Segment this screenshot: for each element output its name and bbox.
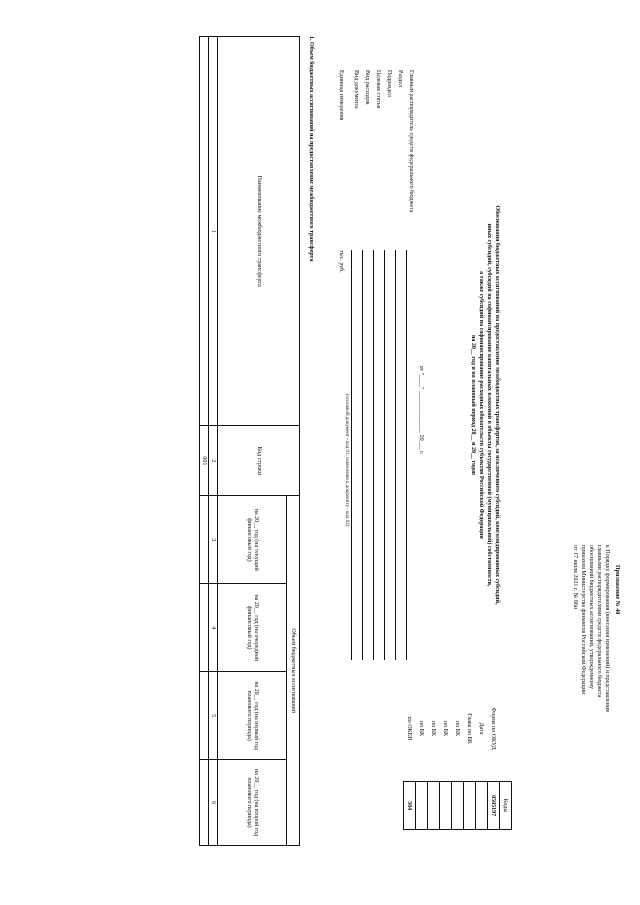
appendix-title: Приложение № 40 xyxy=(614,565,620,615)
cell-plan-year-2[interactable] xyxy=(200,760,209,846)
col-num-5: 5 xyxy=(209,672,218,760)
section-title: 1. Объем бюджетных ассигнований на предоставление межбюджетного трансферта xyxy=(308,36,314,262)
col-num-6: 6 xyxy=(209,760,218,846)
bk-value-5 xyxy=(416,782,428,830)
okei-value: 384 xyxy=(404,782,416,830)
header-row-code: Код строки xyxy=(218,426,300,496)
appendix-line-5: от 17 июля 2021 г. № 86н xyxy=(572,545,578,610)
main-table xyxy=(199,36,300,846)
label-section: Раздел xyxy=(397,70,403,87)
doc-type-caption: (основной документ - код 01; изменения к документу - код 02) xyxy=(344,393,349,527)
header-plan-year-2: на 20__ год (на второй год планового периода) xyxy=(218,760,287,846)
header-allocations: Объем бюджетных ассигнований xyxy=(287,496,300,846)
okei-label: по ОКЕИ xyxy=(406,716,413,741)
bk-value-1 xyxy=(464,782,476,830)
header-current-year: на 20__ год (на текущий финансовый год) xyxy=(218,496,287,584)
doc-title-line-1: Обоснования бюджетных ассигнований на предоставление межбюджетных трансфертов, за исключением субсидий, консолидированных субсидий, xyxy=(494,205,500,605)
date-label: Дата xyxy=(478,722,485,735)
table-row xyxy=(200,37,209,846)
col-num-4: 4 xyxy=(209,584,218,672)
label-doc-type: Вид документа xyxy=(353,70,359,109)
label-unit: Единица измерения xyxy=(338,70,344,121)
header-next-year: на 20__ год (на очередной финансовый год) xyxy=(218,584,287,672)
doc-title-line-4: на 20__ год и на плановый период 20__ и 20__ годов xyxy=(470,334,476,476)
codes-header: Коды xyxy=(500,782,512,830)
unit-value: тыс. руб. xyxy=(338,250,344,273)
cell-next-year[interactable] xyxy=(200,584,209,672)
underline-grbs xyxy=(406,250,407,660)
underline-doc-type xyxy=(351,250,352,660)
cell-row-code: 001 xyxy=(200,426,209,496)
cell-plan-year-1[interactable] xyxy=(200,672,209,760)
bk-value-4 xyxy=(428,782,440,830)
date-value xyxy=(476,782,488,830)
header-transfer-name: Наименование межбюджетного трансферта xyxy=(218,37,300,426)
col-num-3: 3 xyxy=(209,496,218,584)
cell-current-year[interactable] xyxy=(200,496,209,584)
header-plan-year-1: на 20__ год (на первый год планового периода) xyxy=(218,672,287,760)
doc-title-line-2: иных субсидий, субсидий на софинансирование капитальных вложений в объекты государственной (муниципальной) собственности, xyxy=(486,223,492,587)
label-grbs: Главный распорядитель средств федерального бюджета xyxy=(408,70,414,213)
bk-label-2: по БК xyxy=(454,720,461,737)
underline-target-article xyxy=(373,250,374,660)
appendix-line-2: главными распорядителями средств федерального бюджета xyxy=(596,545,602,698)
doc-date-line: от "____" ______________ 20___ г. xyxy=(418,365,424,455)
underline-expense-type xyxy=(362,250,363,660)
bk-label-1: Глава по БК xyxy=(466,713,473,744)
cell-transfer-name[interactable] xyxy=(200,37,209,426)
col-num-2: 2 xyxy=(209,426,218,496)
underline-section xyxy=(395,250,396,660)
appendix-line-1: к Порядку формирования (внесения изменений) и представления xyxy=(604,545,610,712)
bk-label-5: по БК xyxy=(418,720,425,737)
col-num-1: 1 xyxy=(209,37,218,426)
bk-value-3 xyxy=(440,782,452,830)
label-expense-type: Вид расходов xyxy=(364,70,370,105)
codes-box xyxy=(403,680,512,830)
bk-value-2 xyxy=(452,782,464,830)
label-subsection: Подраздел xyxy=(386,70,392,97)
label-target-article: Целевая статья xyxy=(375,70,381,109)
okud-label: Форма по ОКУД xyxy=(490,707,497,750)
doc-title-line-3: а также субсидий на софинансирование расходных обязательств субъектов Российской Федерации xyxy=(478,271,484,539)
appendix-line-4: приказом Министерства финансов Российской Федерации xyxy=(580,545,586,695)
bk-label-4: по БК xyxy=(430,720,437,737)
appendix-line-3: обоснований бюджетных ассигнований, утвержденному xyxy=(588,545,594,689)
bk-label-3: по БК xyxy=(442,720,449,737)
okud-value: 0505197 xyxy=(488,782,500,830)
underline-subsection xyxy=(384,250,385,660)
